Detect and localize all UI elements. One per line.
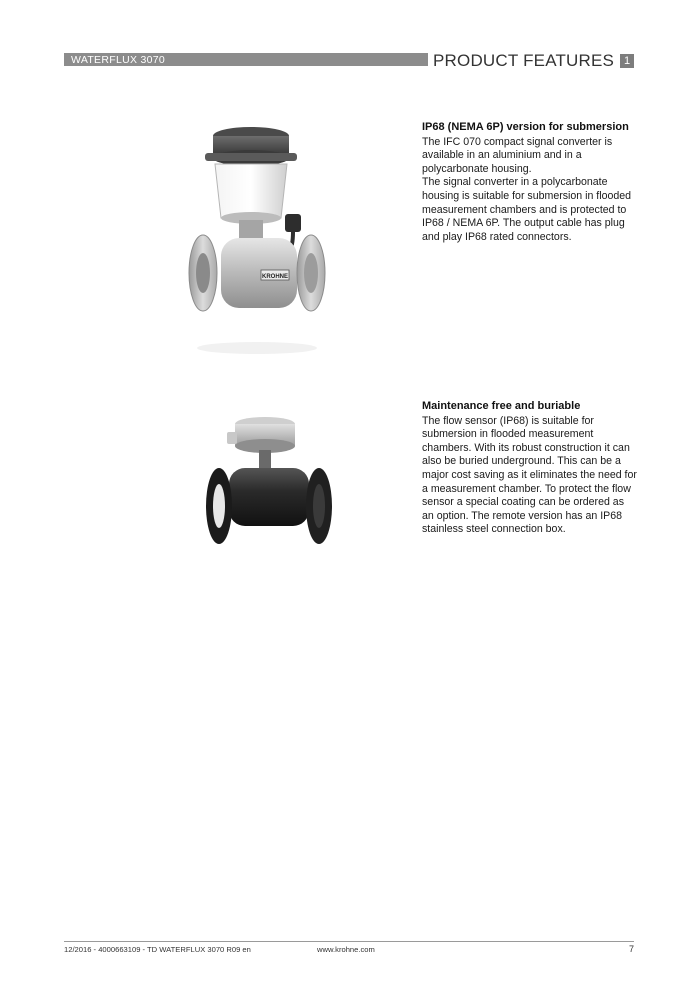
chapter-badge: 1	[620, 54, 634, 68]
footer-rule	[64, 941, 634, 942]
page-header	[64, 51, 634, 71]
feature-buriable	[422, 400, 637, 537]
feature-title: Maintenance free and buriable	[422, 400, 581, 412]
section-title: PRODUCT FEATURES	[433, 51, 615, 70]
feature-paragraph: The flow sensor (IP68) is suitable for submersion in flooded measurement chambers. With its robust construction it can also be buried underground. This can be a major cost saving as it eliminates the need for a measurement chamber. To protect the flow sensor a special coating can be ordered as an option. The remote version has an IP68 stainless steel connection box.	[422, 414, 637, 536]
compact-flowmeter-image	[185, 122, 330, 358]
buriable-sensor-image	[203, 412, 337, 572]
document-reference: 12/2016 - 4000663109 - TD WATERFLUX 3070 R09 en	[64, 945, 251, 954]
feature-paragraph: The signal converter in a polycarbonate housing is suitable for submersion in flooded measurement chambers and is protected to IP68 / NEMA 6P. The output cable has plug and play IP68 rated connectors.	[422, 176, 632, 243]
brand-plate: KROHNE	[261, 274, 289, 280]
website-link[interactable]: www.krohne.com	[317, 945, 375, 954]
feature-submersion	[422, 121, 637, 244]
product-name: WATERFLUX 3070	[71, 54, 166, 66]
feature-title: IP68 (NEMA 6P) version for submersion	[422, 121, 629, 133]
page-number: 7	[628, 944, 634, 954]
feature-paragraph: The IFC 070 compact signal converter is available in an aluminium and in a polycarbonate housing.	[422, 135, 613, 175]
